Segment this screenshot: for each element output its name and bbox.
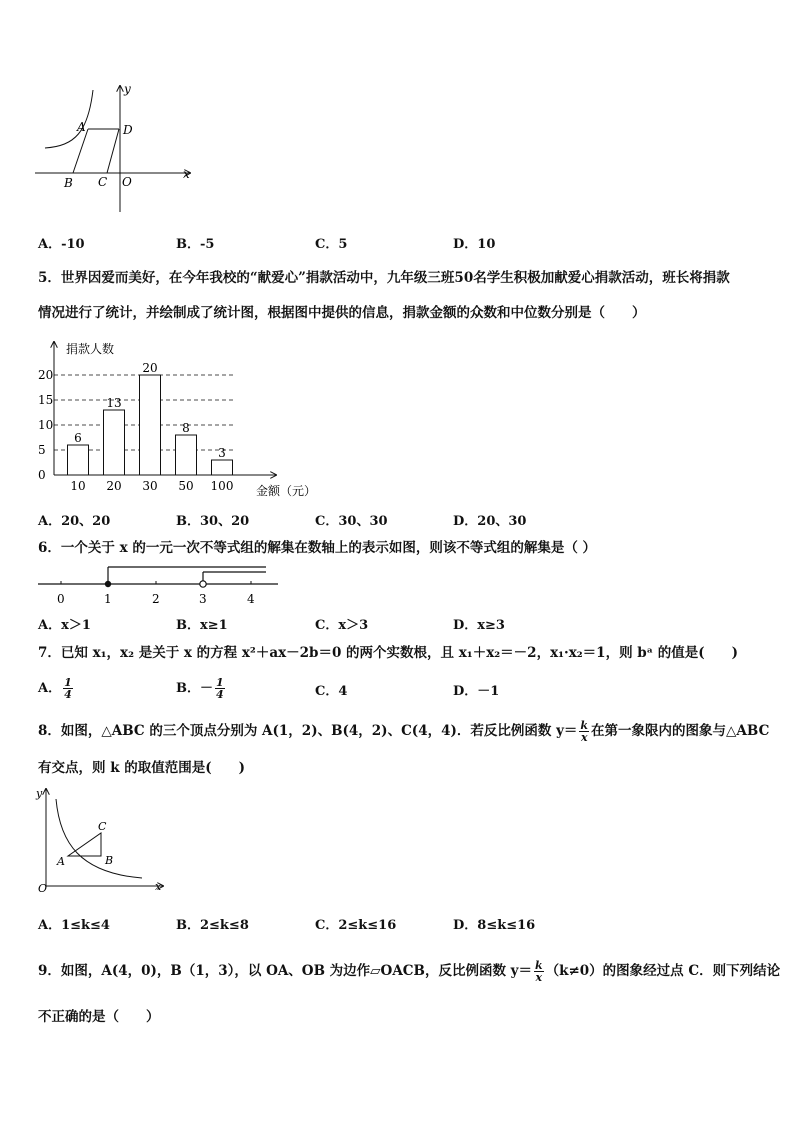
q6-option-a: A．x＞1	[38, 618, 91, 633]
q5-ytick-label: 15	[38, 393, 54, 407]
q5-option-d: D．20、30	[453, 514, 527, 529]
q5-data-label: 3	[218, 446, 226, 460]
q7-option-a: A． $\frac{1}{4}$	[38, 676, 72, 701]
q5-option-a: A．20、20	[38, 514, 111, 529]
q5-xtick-label: 20	[106, 479, 122, 493]
q6-axis-label-1: 1	[104, 592, 112, 606]
q7-option-d: D．－1	[453, 684, 500, 699]
q6-option-c: C．x＞3	[315, 618, 369, 633]
q5-xtick-label: 100	[210, 479, 234, 493]
q5-data-label: 6	[74, 431, 82, 445]
q8-hyperbola	[56, 799, 142, 878]
q5-xtick-label: 50	[178, 479, 194, 493]
q5-bar	[68, 445, 89, 475]
q5-bar	[212, 460, 233, 475]
q6-solid-point	[105, 581, 111, 587]
q4-label-C: C	[98, 175, 108, 189]
q4-figure	[30, 80, 200, 220]
q8-stem-line1: 8．如图，△ABC 的三个顶点分别为 A(1，2)、B(4，2)、C(4，4)．若反比例函数 y＝ $\frac{k}{x}$ 在第一象限内的图象与△ABC	[38, 719, 770, 744]
q7-stem: 7．已知 x₁，x₂ 是关于 x 的方程 x²＋ax－2b＝0 的两个实数根，且 x₁＋x₂＝－2，x₁·x₂＝1，则 bᵃ 的值是( )	[38, 645, 738, 661]
q4-option-a: A．-10	[38, 237, 85, 252]
q8-label-y: y	[36, 787, 43, 800]
q6-stem: 6．一个关于 x 的一元一次不等式组的解集在数轴上的表示如图，则该不等式组的解集是（ ）	[38, 540, 597, 556]
q4-option-b: B．-5	[176, 237, 215, 252]
q6-axis-label-3: 3	[199, 592, 207, 606]
q4-hyperbola	[45, 90, 93, 148]
q6-option-d: D．x≥3	[453, 618, 505, 633]
q8-option-a: A．1≤k≤4	[38, 918, 110, 933]
q8-triangle-abc	[68, 833, 101, 856]
q5-stem-line1: 5．世界因爱而美好，在今年我校的“献爱心”捐款活动中，九年级三班50名学生积极加献爱心捐款活动，班长将捐款	[38, 270, 730, 286]
q7-option-c: C．4	[315, 684, 348, 699]
q6-axis-label-2: 2	[152, 592, 160, 606]
q5-ytick-label: 5	[38, 443, 46, 457]
q4-label-O: O	[122, 175, 132, 189]
q4-label-A: A	[77, 120, 86, 134]
q5-xtick-label: 10	[70, 479, 86, 493]
q9-stem-line1: 9．如图，A(4，0)，B（1，3），以 OA、OB 为边作▱OACB，反比例函数 y＝ $\frac{k}{x}$ （k≠0）的图象经过点 C．则下列结论	[38, 959, 781, 984]
q7-option-b: B．－ $\frac{1}{4}$	[176, 676, 224, 701]
q5-data-label: 20	[142, 361, 158, 375]
q8-option-c: C．2≤k≤16	[315, 918, 397, 933]
q8-label-B: B	[105, 854, 114, 867]
q4-label-D: D	[123, 123, 133, 137]
q5-data-label: 13	[106, 396, 122, 410]
q6-open-point	[200, 581, 206, 587]
q5-data-label: 8	[182, 421, 190, 435]
q5-ytick-label: 0	[38, 468, 46, 482]
q6-number-line	[30, 560, 280, 608]
q8-label-O: O	[38, 882, 48, 895]
q5-xlabel: 金额（元）	[256, 484, 317, 498]
q8-stem-line2: 有交点，则 k 的取值范围是( )	[38, 760, 246, 776]
q8-option-d: D．8≤k≤16	[453, 918, 536, 933]
q4-label-B: B	[64, 176, 73, 190]
q5-option-b: B．30、20	[176, 514, 250, 529]
q8-label-C: C	[98, 820, 107, 833]
q5-ytick-label: 10	[38, 418, 54, 432]
q5-bar	[176, 435, 197, 475]
q4-option-d: D．10	[453, 237, 496, 252]
q4-option-c: C．5	[315, 237, 348, 252]
q9-stem-line2: 不正确的是（ ）	[38, 1009, 160, 1025]
q6-axis-label-4: 4	[247, 592, 255, 606]
q4-label-x: x	[183, 167, 190, 181]
q5-bar-chart	[30, 338, 330, 498]
q6-option-b: B．x≥1	[176, 618, 228, 633]
q5-ytick-label: 20	[38, 368, 54, 382]
q5-stem-line2: 情况进行了统计，并绘制成了统计图，根据图中提供的信息，捐款金额的众数和中位数分别是（ ）	[38, 305, 646, 321]
q5-option-c: C．30、30	[315, 514, 388, 529]
q8-label-A: A	[57, 855, 65, 868]
q8-option-b: B．2≤k≤8	[176, 918, 249, 933]
q5-bar	[104, 410, 125, 475]
q8-figure	[30, 783, 170, 895]
q6-axis-label-0: 0	[57, 592, 65, 606]
q8-label-x: x	[155, 880, 162, 893]
q5-xtick-label: 30	[142, 479, 158, 493]
q5-bar	[140, 375, 161, 475]
q5-ylabel: 捐款人数	[66, 342, 115, 356]
q4-label-y: y	[124, 82, 131, 96]
